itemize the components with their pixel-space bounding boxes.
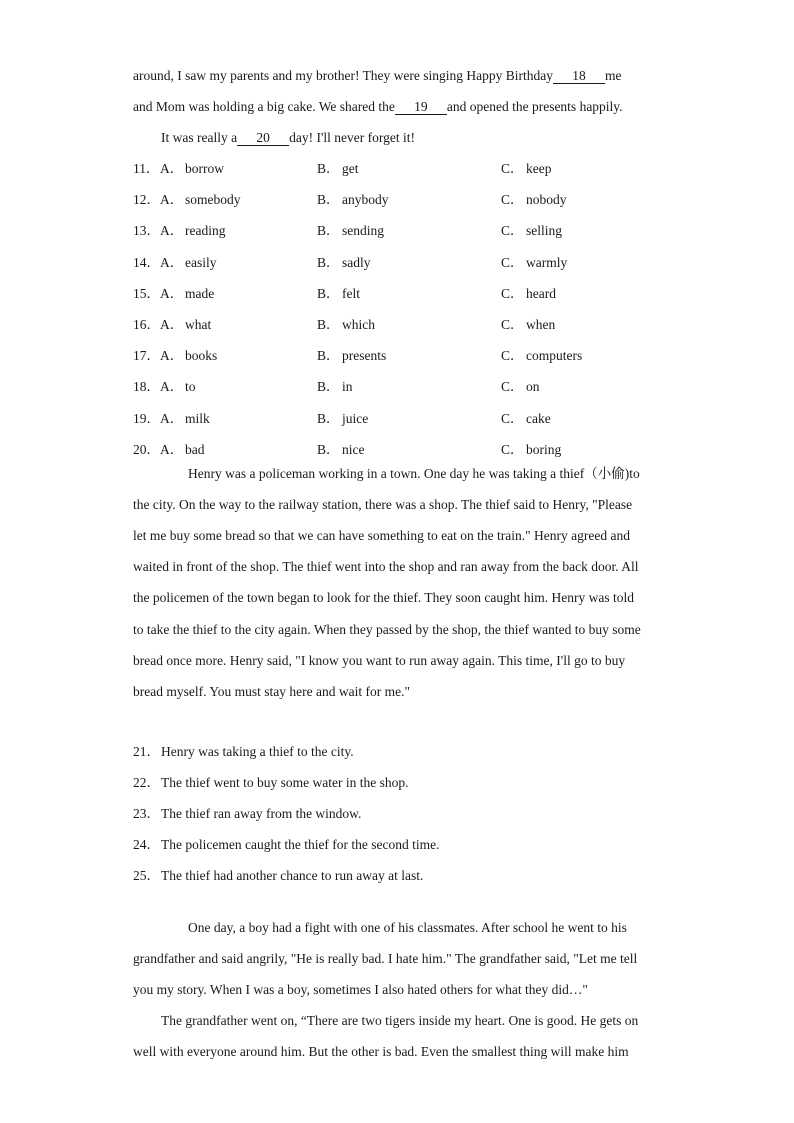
option-b[interactable] [317,378,353,396]
passage3-line: The grandfather went on, “There are two tigers inside my heart. One is good. He gets on [161,1013,639,1029]
option-text: easily [185,254,217,270]
option-text: what [185,317,212,332]
option-letter: A． [160,317,184,332]
option-letter: C． [501,192,524,208]
option-text: anybody [342,192,389,208]
option-c[interactable] [501,410,551,428]
option-b[interactable] [317,347,386,365]
question-row [133,254,673,272]
option-text: keep [526,161,552,176]
option-text: made [185,285,215,301]
question-row [133,441,673,459]
option-c[interactable] [501,285,556,303]
question-number: 17． [133,348,160,364]
option-letter: A． [160,410,184,426]
option-text: presents [342,348,387,364]
statement-number: 22． [133,775,160,791]
statement-text: The thief ran away from the window. [161,806,362,822]
option-letter: B． [317,317,340,332]
option-c[interactable] [501,316,555,334]
question-row [133,316,673,334]
option-text: cake [526,410,551,426]
option-letter: B． [317,192,340,208]
option-letter: B． [317,410,340,426]
option-letter: C． [501,254,524,270]
option-b[interactable] [317,410,368,428]
option-c[interactable] [501,160,551,178]
option-text: nice [342,441,365,457]
option-letter: A． [160,441,184,457]
option-text: when [526,317,556,332]
statement-row [133,743,354,761]
question-row [133,191,673,209]
option-text: sending [342,223,384,239]
option-letter: C． [501,223,524,239]
passage3-line: One day, a boy had a fight with one of his classmates. After school he went to his [188,920,627,935]
option-a[interactable] [160,222,225,240]
passage2-line: waited in front of the shop. The thief went into the shop and ran away from the back door. All [133,559,639,575]
passage2-line: bread once more. Henry said, "I know you want to run away again. This time, I'll go to buy [133,652,626,668]
option-letter: C． [501,161,524,176]
passage1-text: It was really a [161,130,238,145]
statement-row [133,867,423,885]
option-b[interactable] [317,254,371,272]
passage1-text: day! I'll never forget it! [289,130,415,145]
option-b[interactable] [317,285,360,303]
option-letter: A． [160,254,184,270]
option-c[interactable] [501,191,567,209]
option-text: which [342,317,375,332]
option-c[interactable] [501,347,582,365]
question-row [133,347,673,365]
passage2-line: the city. On the way to the railway station, there was a shop. The thief said to Henry, "Please [133,497,633,513]
statement-text: Henry was taking a thief to the city. [161,744,354,759]
passage2-line: to take the thief to the city again. When they passed by the shop, the thief wanted to buy some [133,621,641,637]
option-a[interactable] [160,285,214,303]
question-number: 20． [133,441,160,457]
question-number: 19． [133,410,160,426]
option-c[interactable] [501,222,562,240]
statement-number: 23． [133,806,160,822]
option-a[interactable] [160,191,241,209]
option-letter: C． [501,348,524,364]
option-text: warmly [526,254,568,270]
option-a[interactable] [160,410,210,428]
option-letter: B． [317,441,340,457]
option-c[interactable] [501,441,561,459]
option-text: to [185,379,196,395]
option-letter: C． [501,317,524,332]
option-letter: A． [160,223,184,239]
option-b[interactable] [317,160,359,178]
passage1-line [133,98,623,116]
option-letter: B． [317,285,340,301]
question-row [133,285,673,303]
option-letter: C． [501,379,524,395]
question-number: 13． [133,223,160,239]
blank-20: 20 [237,131,289,146]
option-letter: A． [160,161,184,176]
option-text: in [342,379,353,395]
option-letter: B． [317,379,340,395]
passage2-line: bread myself. You must stay here and wait for me." [133,683,410,699]
option-text: computers [526,348,583,364]
question-row [133,160,673,178]
option-a[interactable] [160,378,196,396]
option-letter: A． [160,285,184,301]
passage3-line: grandfather and said angrily, "He is really bad. I hate him." The grandfather said, "Let me tell [133,951,638,967]
statement-text: The thief had another chance to run away at last. [161,868,424,884]
option-letter: C． [501,410,524,426]
option-text: heard [526,285,556,301]
option-text: get [342,161,359,176]
statement-number: 24． [133,837,160,853]
option-text: on [526,379,540,395]
passage3-line: you my story. When I was a boy, sometimes I also hated others for what they did…" [133,982,588,998]
passage2-line: let me buy some bread so that we can have something to eat on the train." Henry agreed and [133,528,630,544]
question-number: 15． [133,285,160,301]
option-text: somebody [185,192,241,208]
option-text: nobody [526,192,567,208]
option-text: sadly [342,254,371,270]
statement-text: The policemen caught the thief for the second time. [161,837,440,853]
option-letter: B． [317,348,340,364]
option-text: bad [185,441,205,457]
option-a[interactable] [160,316,211,334]
option-a[interactable] [160,254,217,272]
option-b[interactable] [317,222,384,240]
option-a[interactable] [160,347,217,365]
question-number: 16． [133,317,160,332]
option-text: felt [342,285,360,301]
option-b[interactable] [317,191,389,209]
question-row [133,222,673,240]
option-letter: C． [501,285,524,301]
passage3-line: well with everyone around him. But the other is bad. Even the smallest thing will make him [133,1044,629,1060]
statement-row [133,774,408,792]
option-text: milk [185,410,210,426]
question-number: 12． [133,192,160,208]
option-c[interactable] [501,254,567,272]
blank-18: 18 [553,69,605,84]
option-letter: B． [317,223,340,239]
statement-number: 25． [133,868,160,884]
question-row [133,410,673,428]
option-letter: B． [317,161,340,176]
passage2-line: the policemen of the town began to look for the thief. They soon caught him. Henry was told [133,590,635,606]
option-a[interactable] [160,160,224,178]
question-number: 14． [133,254,160,270]
blank-19: 19 [395,100,447,115]
statement-text: The thief went to buy some water in the shop. [161,775,409,791]
option-text: selling [526,223,562,239]
passage1-line [133,67,622,85]
statement-number: 21． [133,744,160,759]
passage2-line: Henry was a policeman working in a town. One day he was taking a thief（小偷)to [188,466,640,481]
statement-row [133,836,440,854]
option-text: boring [526,441,562,457]
option-text: borrow [185,161,224,176]
option-text: juice [342,410,369,426]
option-a[interactable] [160,441,205,459]
option-letter: A． [160,192,184,208]
passage1-text: and Mom was holding a big cake. We shared the [133,99,395,114]
question-row [133,378,673,396]
option-letter: A． [160,348,184,364]
question-number: 18． [133,379,160,395]
option-letter: C． [501,441,524,457]
passage1-text: and opened the presents happily. [446,99,623,114]
option-letter: B． [317,254,340,270]
passage1-line [161,129,415,147]
passage1-text: me [605,68,622,83]
option-text: books [185,348,218,364]
option-letter: A． [160,379,184,395]
option-text: reading [185,223,226,239]
option-b[interactable] [317,316,375,334]
statement-row [133,805,361,823]
question-number: 11． [133,161,160,176]
option-c[interactable] [501,378,540,396]
option-b[interactable] [317,441,365,459]
passage1-text: around, I saw my parents and my brother! They were singing Happy Birthday [133,68,554,83]
